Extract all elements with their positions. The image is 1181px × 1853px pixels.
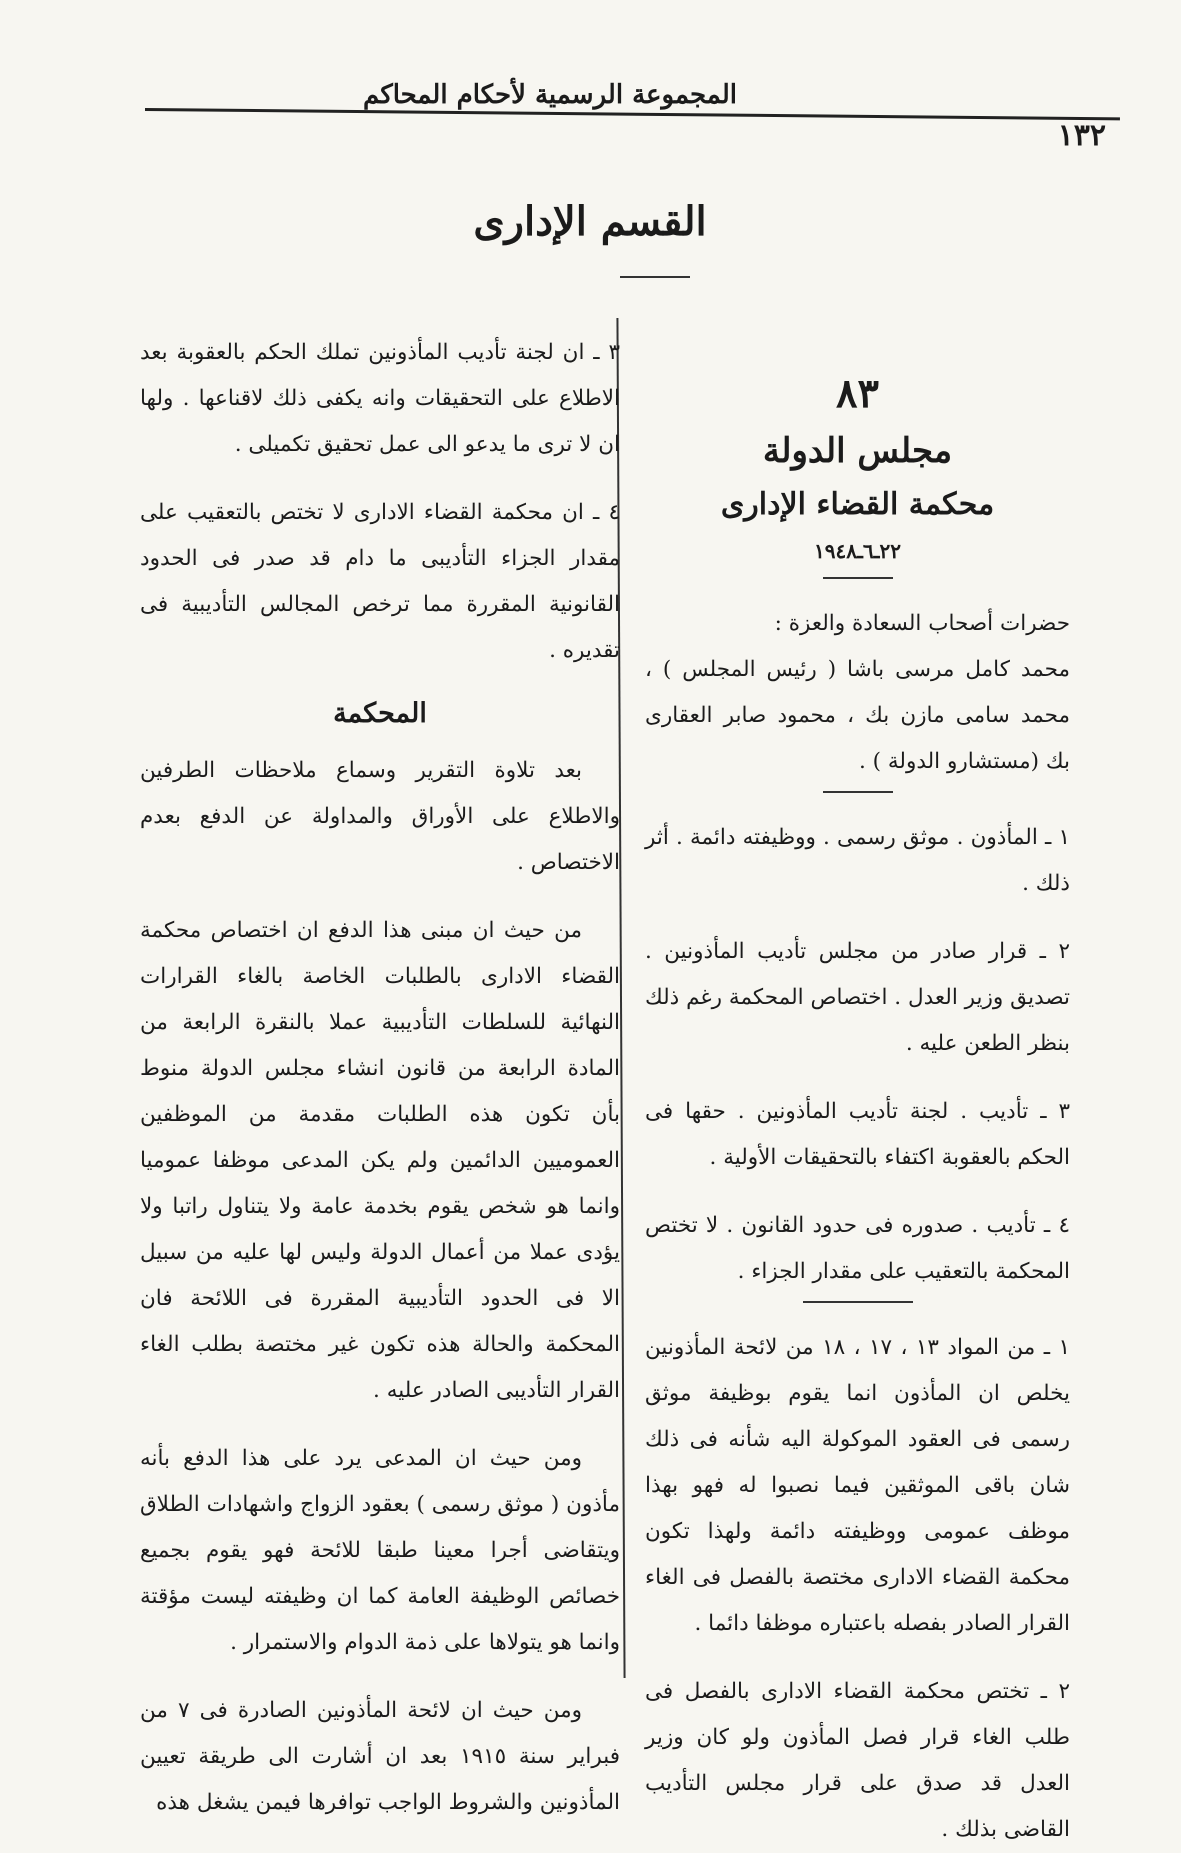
court-name: محكمة القضاء الإدارى xyxy=(720,487,995,522)
keyword-item: ٤ ـ تأديب . صدوره فى حدود القانون . لا تختص المحكمة بالتعقيب على مقدار الجزاء . xyxy=(645,1213,1070,1284)
divider-rule xyxy=(823,577,893,579)
body-paragraph: ومن حيث ان المدعى يرد على هذا الدفع بأنه مأذون ( موثق رسمى ) بعقود الزواج واشهادات الطلاق ويتقاضى أجرا معينا طبقا للائحة فهو يقوم بجميع خصائص الوظيفة العامة كما ان وظيفته ليست مؤقتة وانما هو يتولاها على ذمة الدوام والاستمرار . xyxy=(140,1446,620,1655)
principle-item: ١ ـ من المواد ١٣ ، ١٧ ، ١٨ من لائحة المأذونين يخلص ان المأذون انما يقوم بوظيفة موثق رسمى فى العقود الموكولة اليه شأنه فى ذلك شان باقى الموثقين فيما نصبوا له فهو بهذا موظف عمومى ووظيفته دائمة ولهذا تكون محكمة القضاء الادارى مختصة بالفصل فى الغاء القرار الصادر بفصله باعتباره موظفا دائما . xyxy=(645,1335,1071,1636)
section-rule xyxy=(620,276,690,278)
right-column xyxy=(645,365,1070,1853)
keyword-item: ٢ ـ قرار صادر من مجلس تأديب المأذونين . تصديق وزير العدل . اختصاص المحكمة رغم ذلك بنظر الطعن عليه . xyxy=(645,939,1070,1056)
judgment-date: ٢٢ـ٦ـ١٩٤٨ xyxy=(814,539,901,563)
page-number: ١٣٢ xyxy=(1057,118,1106,153)
section-title: القسم الإدارى xyxy=(473,198,707,245)
keyword-item: ١ ـ المأذون . موثق رسمى . ووظيفته دائمة . أثر ذلك . xyxy=(645,825,1070,896)
body-paragraph: بعد تلاوة التقرير وسماع ملاحظات الطرفين والاطلاع على الأوراق والمداولة عن الدفع بعدم الاختصاص . xyxy=(140,758,620,875)
judges-intro: حضرات أصحاب السعادة والعزة : xyxy=(774,611,1070,636)
divider-rule xyxy=(823,791,893,793)
running-header-title: المجموعة الرسمية لأحكام المحاكم xyxy=(363,80,737,110)
court-heading: المحكمة xyxy=(333,698,427,729)
left-column xyxy=(140,330,620,1826)
principle-item: ٣ ـ ان لجنة تأديب المأذونين تملك الحكم بالعقوبة بعد الاطلاع على التحقيقات وانه يكفى ذلك لاقناعها . ولها ان لا ترى ما يدعو الى عمل تحقيق تكميلى . xyxy=(140,340,620,457)
judges-names: محمد كامل مرسى باشا ( رئيس المجلس ) ، محمد سامى مازن بك ، محمود صابر العقارى بك (مستشارو الدولة ) . xyxy=(645,657,1070,774)
principle-item: ٢ ـ تختص محكمة القضاء الادارى بالفصل فى طلب الغاء قرار فصل المأذون ولو كان وزير العدل قد صدق على قرار مجلس التأديب القاضى بذلك . xyxy=(645,1679,1070,1842)
body-paragraph: من حيث ان مبنى هذا الدفع ان اختصاص محكمة القضاء الادارى بالطلبات الخاصة بالغاء القرارات النهائية للسلطات التأديبية عملا بالنقرة الرابعة من المادة الرابعة من قانون انشاء مجلس الدولة منوط بأن تكون هذه الطلبات مقدمة من الموظفين العموميين الدائمين ولم يكن المدعى موظفا عموميا وانما هو شخص يقوم بخدمة عامة ولا يتناول راتبا ولا يؤدى عملا من أعمال الدولة وليس لها عليه من سبيل الا فى الحدود التأديبية المقررة فى اللائحة فان المحكمة والحالة هذه تكون غير مختصة بطلب الغاء القرار التأديبى الصادر عليه . xyxy=(140,918,620,1403)
principle-item: ٤ ـ ان محكمة القضاء الادارى لا تختص بالتعقيب على مقدار الجزاء التأديبى ما دام قد صدر فى الحدود القانونية المقررة مما ترخص المجالس التأديبية فى تقديره . xyxy=(140,500,620,663)
case-number: ٨٣ xyxy=(836,370,879,417)
council-name: مجلس الدولة xyxy=(762,431,953,471)
body-paragraph: ومن حيث ان لائحة المأذونين الصادرة فى ٧ من فبراير سنة ١٩١٥ بعد ان أشارت الى طريقة تعيين المأذونين والشروط الواجب توافرها فيمن يشغل هذه xyxy=(140,1698,620,1815)
divider-rule xyxy=(803,1301,913,1303)
keyword-item: ٣ ـ تأديب . لجنة تأديب المأذونين . حقها فى الحكم بالعقوبة اكتفاء بالتحقيقات الأولية . xyxy=(645,1099,1070,1170)
